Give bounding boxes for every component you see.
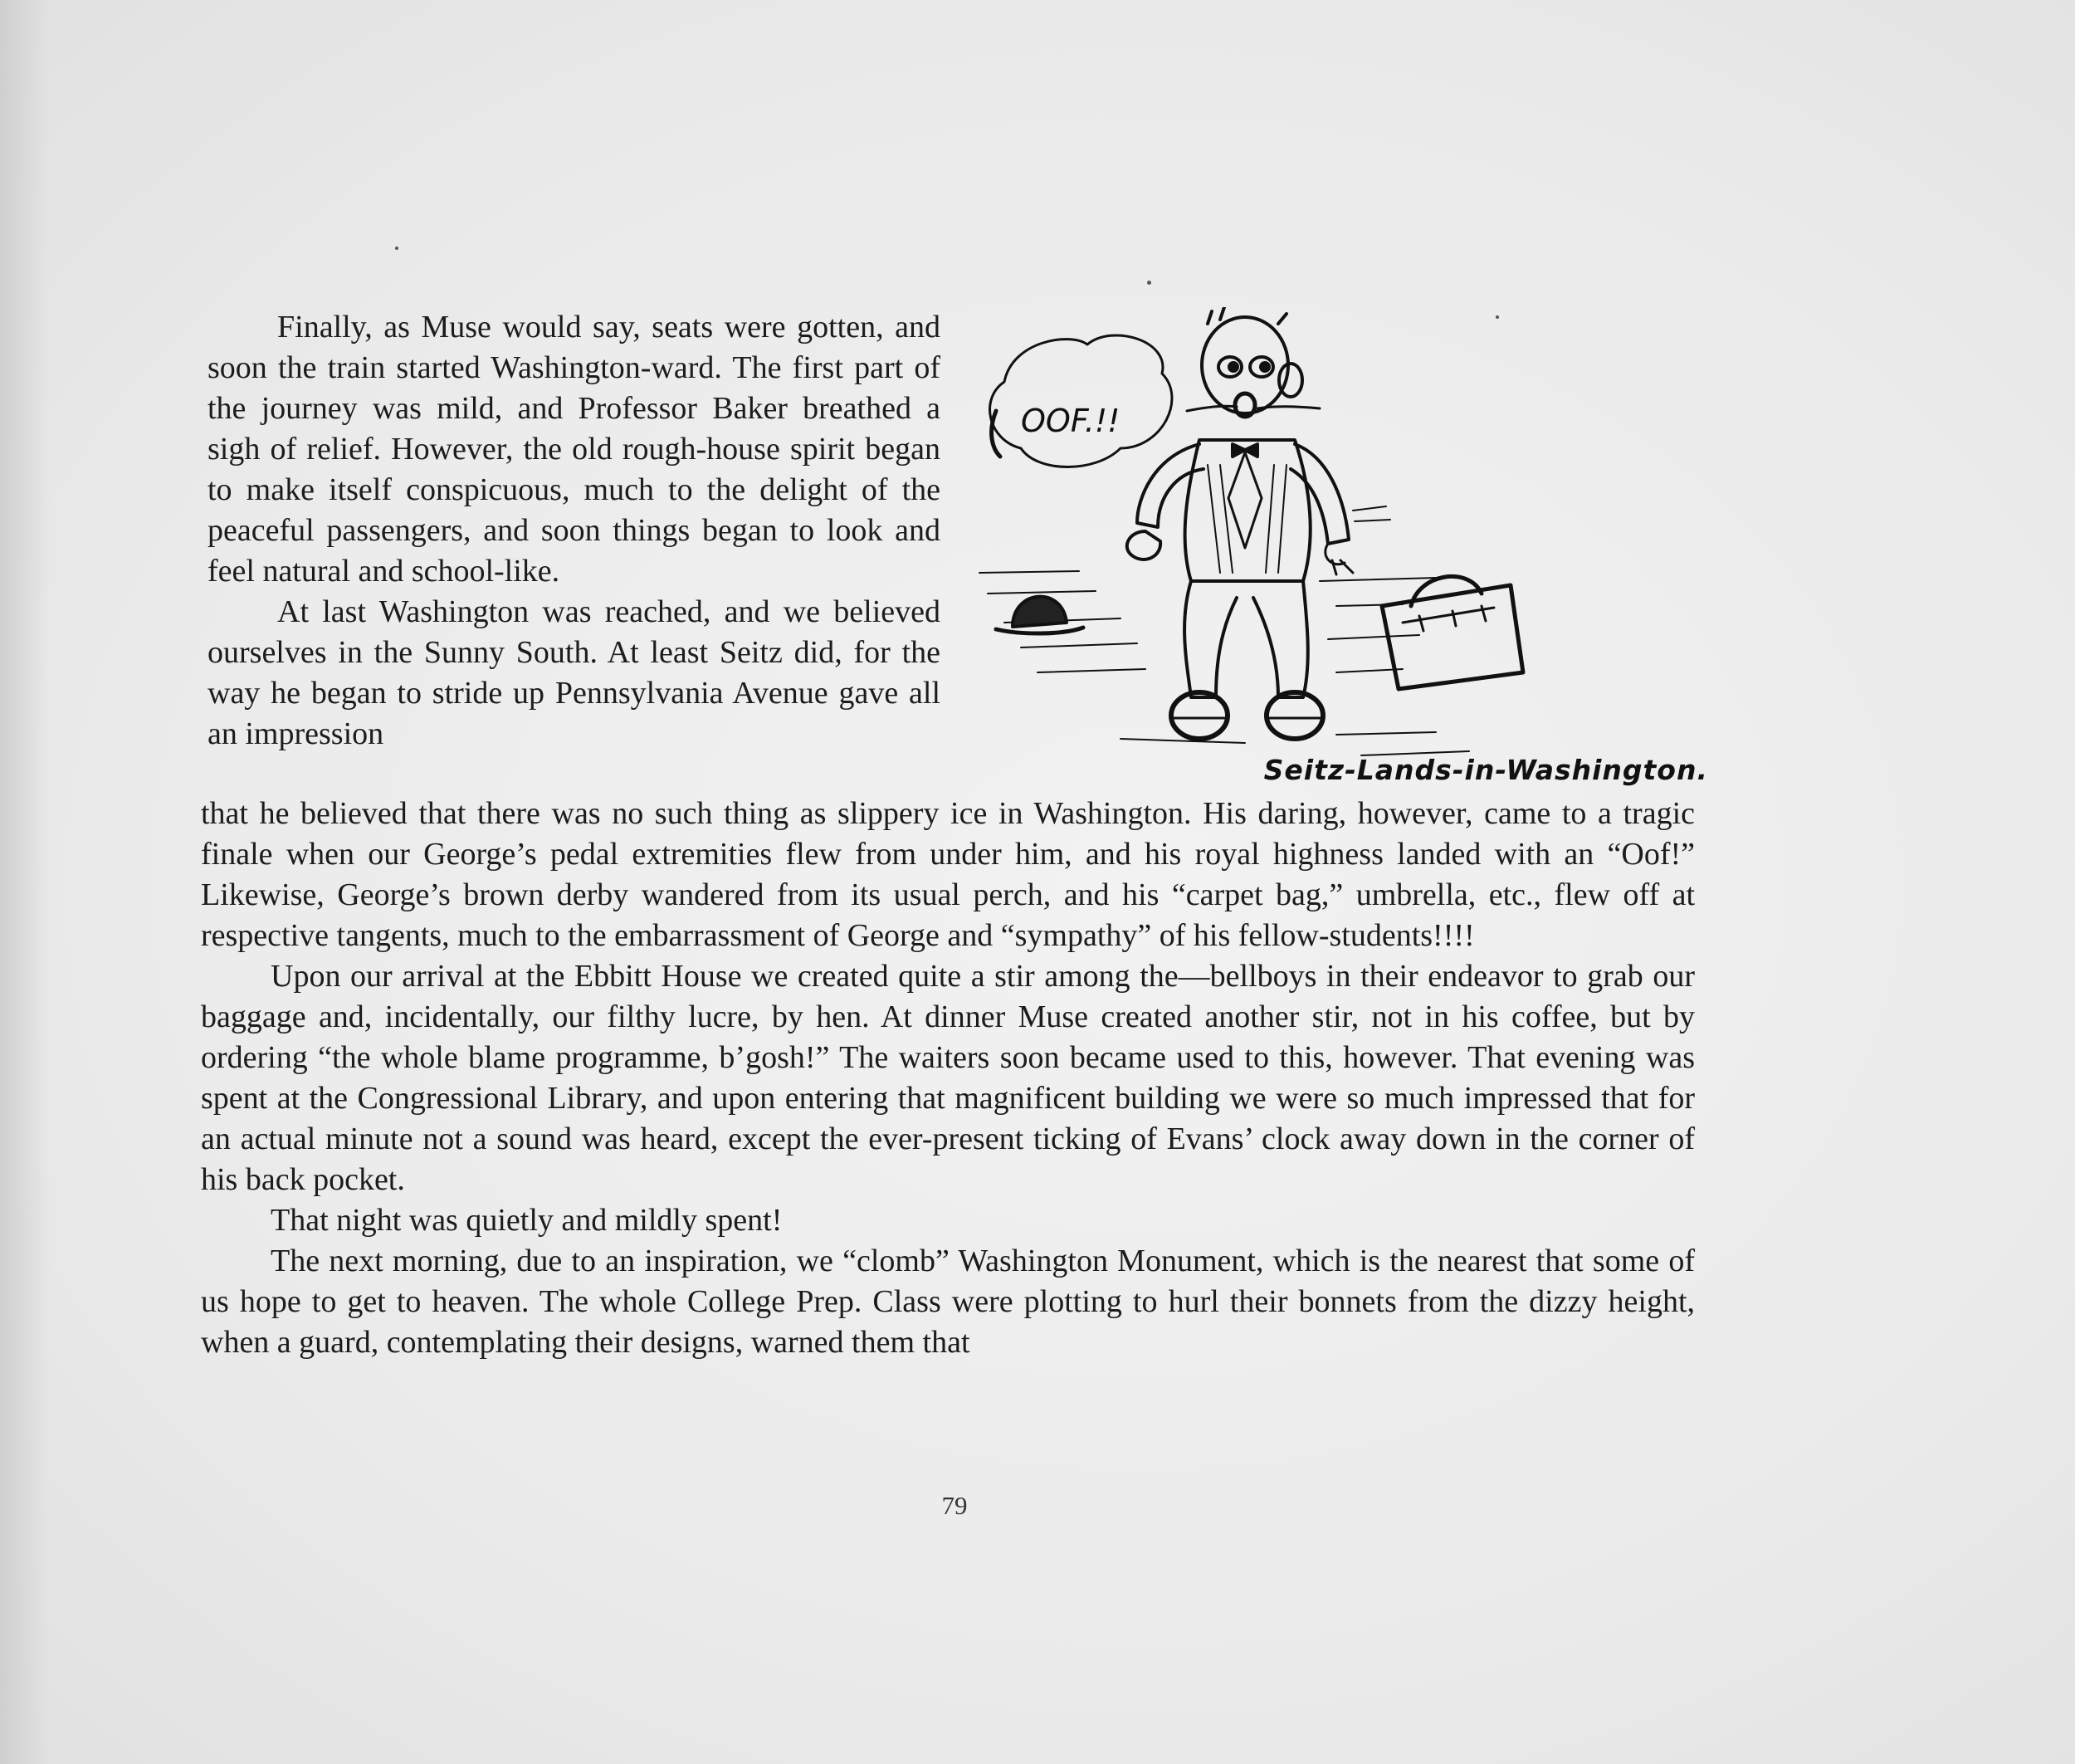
paragraph-slippery-ice: that he believed that there was no such thing as slippery ice in Washington. His daring, however, came to a tragic finale when our George’s pedal extremities flew from under him, and his royal highness landed with an “Oof!” Likewise, George’s brown derby wandered from its usual perch, and his “carpet bag,” umbrella, etc., flew off at respective tangents, much to the embarrassment of George and “sympathy” of his fellow-students!!!! bbox=[201, 796, 1695, 953]
right-leg bbox=[1253, 581, 1308, 697]
paper-speck bbox=[1496, 315, 1499, 319]
paragraph-that-night: That night was quietly and mildly spent! bbox=[271, 1203, 783, 1238]
speech-cloud-outline bbox=[990, 335, 1172, 467]
head-outline bbox=[1202, 317, 1288, 413]
cartoon-caption: Seitz-Lands-in-Washington. bbox=[1263, 754, 1708, 786]
left-arm bbox=[1137, 444, 1204, 527]
paper-speck bbox=[395, 247, 398, 250]
cartoon-illustration bbox=[971, 307, 1718, 805]
derby-hat-icon bbox=[996, 597, 1083, 633]
page-number: 79 bbox=[941, 1491, 968, 1520]
paragraph-next-morning: The next morning, due to an inspiration, we “clomb” Washington Monument, which is the nearest that some of us hope to get to heaven. The whole College Prep. Class were plotting to hurl their bonnets from the dizzy height, when a guard, contemplating their designs, warned them that bbox=[201, 1244, 1695, 1360]
paragraph-ebbitt-house: Upon our arrival at the Ebbitt House we created quite a stir among the—bellboys in their endeavor to grab our baggage and, incidentally, our filthy lucre, by hen. At dinner Muse created another stir, not in his coffee, but by ordering “the whole blame programme, b’gosh!” The waiters soon became used to this, however. That evening was spent at the Congressional Library, and upon entering that magnificent building we were so much impressed that for an actual minute not a sound was heard, except the ever-present ticking of Evans’ clock away down in the corner of his back pocket. bbox=[201, 959, 1695, 1197]
paragraph-at-last: At last Washington was reached, and we believed ourselves in the Sunny South. At least Seitz did, for the way he began to stride up Pennsylvania Avenue gave all an impression bbox=[208, 594, 940, 751]
paper-speck bbox=[1147, 281, 1151, 285]
carpet-bag-icon bbox=[1382, 576, 1523, 689]
speech-bubble-text: OOF.!! bbox=[1021, 403, 1120, 439]
top-text-column bbox=[208, 307, 940, 755]
right-shoe bbox=[1267, 692, 1323, 739]
page-gutter-shade bbox=[0, 0, 50, 1764]
left-shoe bbox=[1171, 692, 1228, 739]
wide-text-block bbox=[201, 794, 1695, 1363]
paragraph-finally: Finally, as Muse would say, seats were gotten, and soon the train started Washington-ward. The first part of the journey was mild, and Professor Baker breathed a sigh of relief. However, the old rough-house spirit began to make itself conspicuous, much to the delight of the peaceful passengers, and soon things began to look and feel natural and school-like. bbox=[208, 310, 940, 589]
left-leg bbox=[1184, 581, 1237, 697]
